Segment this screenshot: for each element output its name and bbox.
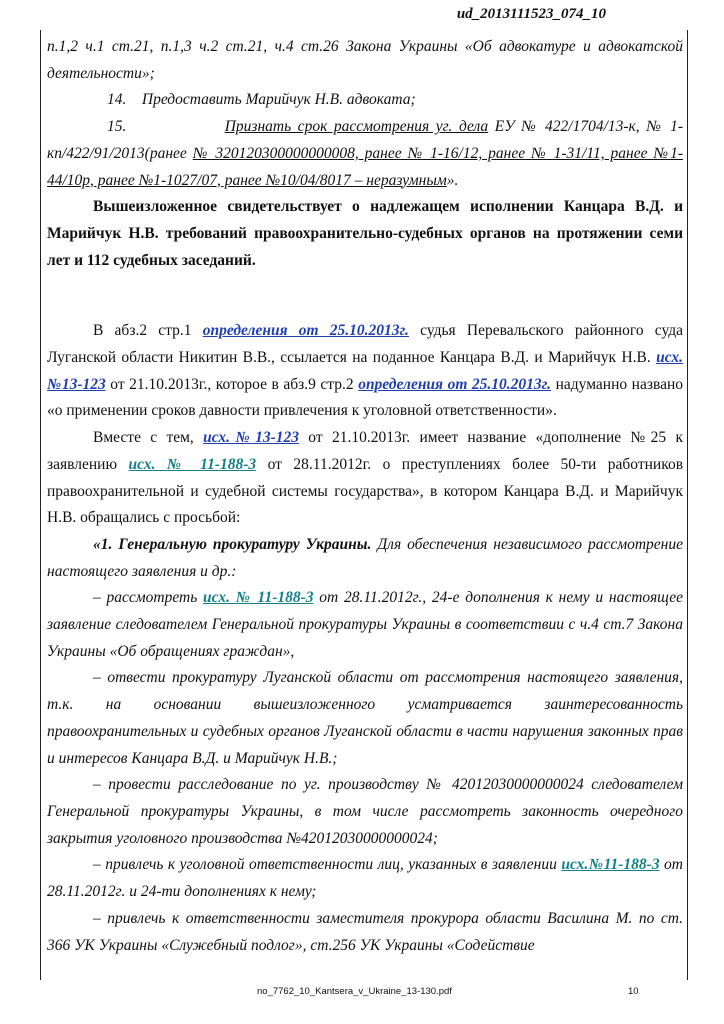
item-text: ЕУ № 422/1704/13-к, № 1-кп/422/91/2013(ранее	[47, 118, 683, 162]
text-run: от 28.11.2012г., 24-е дополнения к нему и настоящее заявление следователем Генеральной прокуратуры Украины в соответствии с ч.4 ст.7 Закона Украины «Об обращениях граждан»,	[47, 589, 683, 660]
application-link[interactable]: исх. № 11-188-3	[128, 455, 257, 473]
ruling-link[interactable]: определения от 25.10.2013г.	[202, 322, 409, 340]
list-item-14	[47, 87, 683, 114]
text-run: В абз.2 стр.1	[93, 322, 203, 340]
item-text-end: ».	[446, 171, 459, 189]
text-run: – рассмотреть	[93, 589, 204, 607]
text-run: от 21.10.2013г., которое в абз.9 стр.2	[105, 375, 359, 393]
document-id: ud_2013111523_074_10	[456, 6, 606, 22]
blank-spacer	[47, 274, 683, 318]
item-number: 14.	[107, 91, 127, 109]
right-margin-rule	[687, 30, 688, 980]
bold-conclusion-paragraph: Вышеизложенное свидетельствует о надлежащем исполнении Канцара В.Д. и Марийчук Н.В. требований правоохранительно-судебных органов на протяжении семи лет и 112 судебных заседаний.	[47, 198, 683, 269]
text-run: – привлечь к уголовной ответственности лиц, указанных в заявлении	[93, 856, 562, 874]
bullet-criminal-liability	[47, 852, 683, 905]
quote-prosecutor-general	[47, 532, 683, 585]
list-item-15	[47, 114, 683, 194]
item-text-underlined: Признать срок рассмотрения уг. дела	[224, 118, 489, 136]
footer-filename: no_7762_10_Kantsera_v_Ukraine_13-130.pdf	[257, 986, 452, 997]
application-link[interactable]: исх. № 11-188-3	[203, 589, 314, 607]
outgoing-doc-link[interactable]: исх.№13-123	[47, 349, 683, 393]
text-run: надуманно названо «о применении сроков давности привлечения к уголовной ответственности».	[47, 375, 684, 420]
text-run: Для обеспечения независимого рассмотрение настоящего заявления и др.:	[47, 535, 683, 580]
application-link[interactable]: исх.№11-188-3	[561, 856, 660, 874]
paragraph-law-references: п.1,2 ч.1 ст.21, п.1,3 ч.2 ст.21, ч.4 ст.26 Закона Украины «Об адвокатуре и адвокатской деятельности»;	[47, 38, 683, 82]
quote-heading: «1. Генеральную прокуратуру Украины.	[93, 535, 372, 553]
paragraph-supplement	[47, 425, 683, 532]
text-run: от 28.11.2012г. и 24-ти дополнениях к нему;	[47, 856, 683, 901]
item-number: 15.	[107, 118, 127, 136]
left-margin-rule	[40, 30, 41, 980]
bullet-investigate: – провести расследование по уг. производству № 42012030000000024 следователем Генеральной прокуратуры Украины, в том числе рассмотреть законность очередного закрытия уголовного производства №42012030000000024;	[47, 776, 683, 847]
page-body	[47, 34, 683, 959]
bullet-remove-prosecution: – отвести прокуратуру Луганской области от рассмотрения настоящего заявления, т.к. на основании вышеизложенного усматривается заинтересованность правоохранительных и судебных органов Луганской области в части нарушения законных прав и интересов Канцара В.Д. и Марийчук Н.В.;	[47, 669, 683, 767]
case-numbers-underlined: № 320120300000000008, ранее № 1-16/12, ранее № 1-31/11, ранее №1-44/10р, ранее №1-1027/07, ранее №10/04/8017 – неразумным	[47, 144, 683, 189]
item-text: Предоставить Марийчук Н.В. адвоката;	[141, 91, 416, 109]
text-run: судья Перевальского районного суда Луганской области Никитин В.В., ссылается на поданное Канцара В.Д. и Марийчук Н.В.	[47, 322, 684, 367]
text-run: от 28.11.2012г. о преступлениях более 50-ти работников правоохранительной и судебной системы государства», в котором Канцара В.Д. и Марийчук Н.В. обращались с просьбой:	[47, 455, 684, 527]
outgoing-doc-link[interactable]: исх.№13-123	[203, 429, 299, 447]
page-number: 10	[628, 986, 639, 997]
paragraph-ruling-reference	[47, 318, 683, 425]
text-run: от 21.10.2013г. имеет название «дополнение №25 к заявлению	[47, 429, 683, 473]
bullet-deputy-prosecutor: – привлечь к ответственности заместителя прокурора области Василина М. по ст. 366 УК Украины «Служебный подлог», ст.256 УК Украины «Содействие	[47, 909, 683, 954]
bullet-consider	[47, 585, 683, 665]
text-run: Вместе с тем,	[93, 429, 204, 447]
ruling-link[interactable]: определения от 25.10.2013г.	[358, 375, 552, 393]
